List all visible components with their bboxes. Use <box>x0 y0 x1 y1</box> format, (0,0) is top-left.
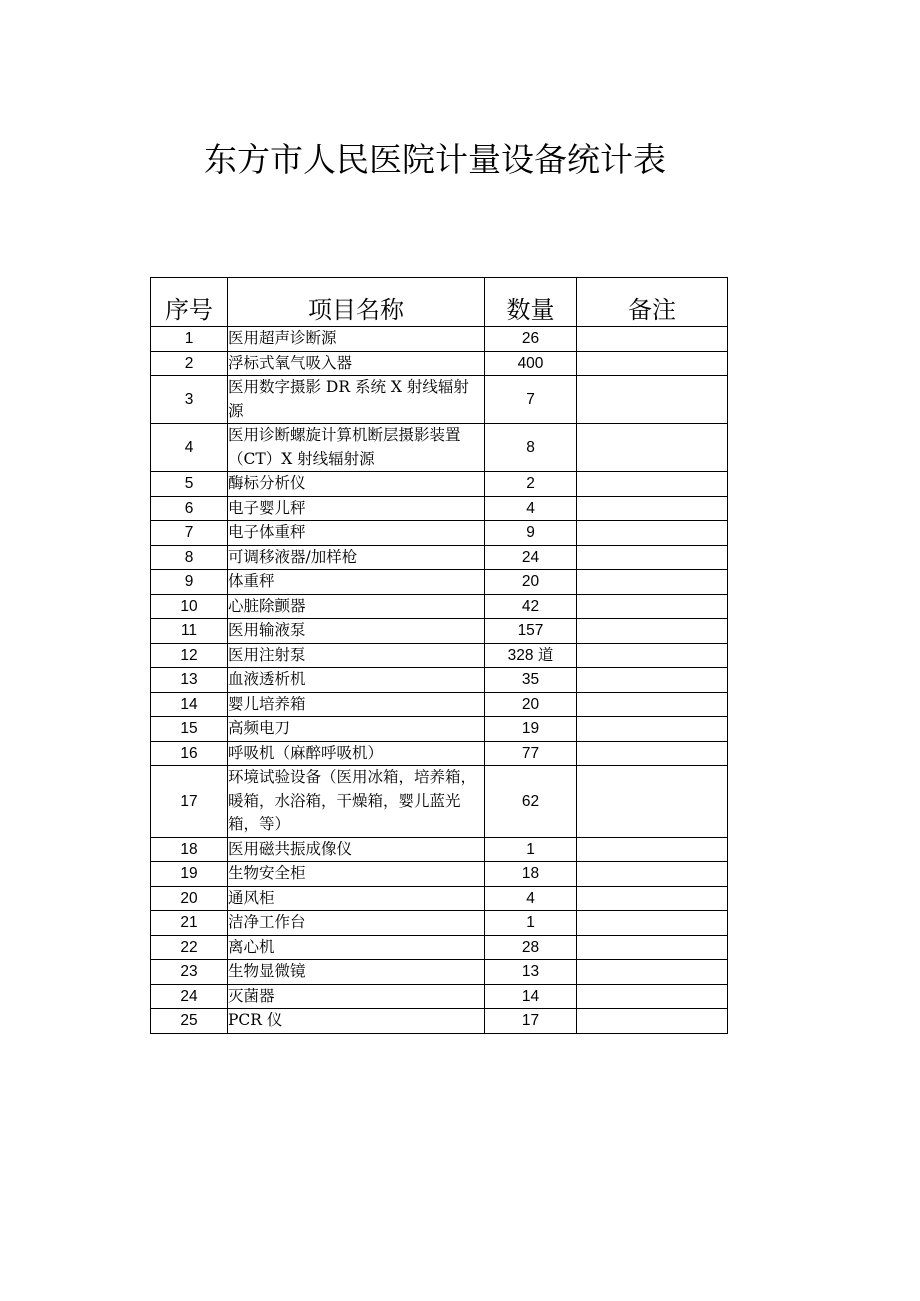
table-row <box>151 960 728 985</box>
cell-note <box>577 717 728 742</box>
cell-note <box>577 1009 728 1034</box>
cell-name: 浮标式氧气吸入器 <box>228 351 485 376</box>
cell-seq: 21 <box>151 911 228 936</box>
table-row <box>151 935 728 960</box>
cell-name: 通风柜 <box>228 886 485 911</box>
table-row <box>151 741 728 766</box>
cell-qty: 1 <box>485 837 577 862</box>
table-row <box>151 424 728 472</box>
cell-name: 医用注射泵 <box>228 643 485 668</box>
cell-note <box>577 594 728 619</box>
cell-qty: 2 <box>485 472 577 497</box>
cell-note <box>577 570 728 595</box>
cell-note <box>577 545 728 570</box>
cell-name: 生物安全柜 <box>228 862 485 887</box>
cell-seq: 1 <box>151 327 228 352</box>
cell-seq: 17 <box>151 766 228 838</box>
table-row <box>151 545 728 570</box>
cell-qty: 8 <box>485 424 577 472</box>
cell-qty: 62 <box>485 766 577 838</box>
header-note: 备注 <box>577 278 728 327</box>
cell-qty: 42 <box>485 594 577 619</box>
cell-seq: 14 <box>151 692 228 717</box>
cell-name: 医用数字摄影 DR 系统 X 射线辐射源 <box>228 376 485 424</box>
table-row <box>151 862 728 887</box>
cell-name: 高频电刀 <box>228 717 485 742</box>
cell-note <box>577 862 728 887</box>
cell-qty: 19 <box>485 717 577 742</box>
cell-note <box>577 741 728 766</box>
cell-seq: 15 <box>151 717 228 742</box>
table-row <box>151 766 728 838</box>
cell-name: 生物显微镜 <box>228 960 485 985</box>
table-row <box>151 717 728 742</box>
table-row <box>151 594 728 619</box>
table-row <box>151 496 728 521</box>
cell-seq: 23 <box>151 960 228 985</box>
cell-seq: 10 <box>151 594 228 619</box>
cell-note <box>577 692 728 717</box>
cell-qty: 1 <box>485 911 577 936</box>
table-row <box>151 643 728 668</box>
cell-note <box>577 960 728 985</box>
cell-name: PCR 仪 <box>228 1009 485 1034</box>
page-title: 东方市人民医院计量设备统计表 <box>204 140 666 179</box>
table-body <box>151 327 728 1034</box>
cell-qty: 4 <box>485 496 577 521</box>
table-row <box>151 1009 728 1034</box>
cell-name: 酶标分析仪 <box>228 472 485 497</box>
table-row <box>151 376 728 424</box>
cell-name: 医用超声诊断源 <box>228 327 485 352</box>
cell-seq: 6 <box>151 496 228 521</box>
cell-note <box>577 911 728 936</box>
cell-qty: 77 <box>485 741 577 766</box>
cell-seq: 25 <box>151 1009 228 1034</box>
equipment-table <box>150 277 728 1034</box>
cell-qty: 4 <box>485 886 577 911</box>
cell-qty: 26 <box>485 327 577 352</box>
table-row <box>151 837 728 862</box>
cell-qty: 28 <box>485 935 577 960</box>
cell-seq: 3 <box>151 376 228 424</box>
cell-seq: 9 <box>151 570 228 595</box>
header-seq: 序号 <box>151 278 228 327</box>
table-row <box>151 472 728 497</box>
cell-seq: 12 <box>151 643 228 668</box>
cell-seq: 7 <box>151 521 228 546</box>
cell-qty: 9 <box>485 521 577 546</box>
cell-note <box>577 521 728 546</box>
cell-note <box>577 643 728 668</box>
cell-name: 血液透析机 <box>228 668 485 693</box>
cell-qty: 20 <box>485 692 577 717</box>
cell-name: 体重秤 <box>228 570 485 595</box>
cell-name: 婴儿培养箱 <box>228 692 485 717</box>
cell-qty: 7 <box>485 376 577 424</box>
cell-name: 电子婴儿秤 <box>228 496 485 521</box>
cell-name: 医用输液泵 <box>228 619 485 644</box>
cell-qty: 13 <box>485 960 577 985</box>
table-row <box>151 521 728 546</box>
cell-seq: 13 <box>151 668 228 693</box>
cell-name: 灭菌器 <box>228 984 485 1009</box>
table-row <box>151 668 728 693</box>
cell-qty: 17 <box>485 1009 577 1034</box>
cell-note <box>577 668 728 693</box>
cell-note <box>577 496 728 521</box>
cell-seq: 22 <box>151 935 228 960</box>
cell-note <box>577 472 728 497</box>
cell-note <box>577 376 728 424</box>
cell-name: 医用诊断螺旋计算机断层摄影装置（CT）X 射线辐射源 <box>228 424 485 472</box>
cell-qty: 24 <box>485 545 577 570</box>
cell-qty: 20 <box>485 570 577 595</box>
cell-note <box>577 984 728 1009</box>
header-qty: 数量 <box>485 278 577 327</box>
table-row <box>151 351 728 376</box>
cell-seq: 18 <box>151 837 228 862</box>
cell-qty: 14 <box>485 984 577 1009</box>
cell-note <box>577 837 728 862</box>
cell-seq: 20 <box>151 886 228 911</box>
table-row <box>151 570 728 595</box>
cell-note <box>577 327 728 352</box>
cell-name: 离心机 <box>228 935 485 960</box>
cell-note <box>577 619 728 644</box>
cell-seq: 2 <box>151 351 228 376</box>
cell-qty: 328 道 <box>485 643 577 668</box>
cell-name: 医用磁共振成像仪 <box>228 837 485 862</box>
cell-seq: 5 <box>151 472 228 497</box>
cell-seq: 8 <box>151 545 228 570</box>
table-row <box>151 984 728 1009</box>
table-header-row <box>151 278 728 327</box>
table-row <box>151 911 728 936</box>
cell-qty: 157 <box>485 619 577 644</box>
cell-seq: 4 <box>151 424 228 472</box>
cell-note <box>577 766 728 838</box>
cell-name: 洁净工作台 <box>228 911 485 936</box>
cell-seq: 24 <box>151 984 228 1009</box>
cell-note <box>577 935 728 960</box>
cell-name: 可调移液器/加样枪 <box>228 545 485 570</box>
cell-seq: 16 <box>151 741 228 766</box>
cell-seq: 11 <box>151 619 228 644</box>
table-row <box>151 619 728 644</box>
cell-qty: 18 <box>485 862 577 887</box>
table-row <box>151 327 728 352</box>
cell-qty: 35 <box>485 668 577 693</box>
cell-name: 心脏除颤器 <box>228 594 485 619</box>
cell-seq: 19 <box>151 862 228 887</box>
cell-name: 电子体重秤 <box>228 521 485 546</box>
cell-note <box>577 351 728 376</box>
table-row <box>151 692 728 717</box>
cell-name: 环境试验设备（医用冰箱，培养箱，暖箱，水浴箱，干燥箱，婴儿蓝光箱，等） <box>228 766 485 838</box>
cell-note <box>577 424 728 472</box>
cell-qty: 400 <box>485 351 577 376</box>
cell-note <box>577 886 728 911</box>
cell-name: 呼吸机（麻醉呼吸机） <box>228 741 485 766</box>
table-row <box>151 886 728 911</box>
header-name: 项目名称 <box>228 278 485 327</box>
